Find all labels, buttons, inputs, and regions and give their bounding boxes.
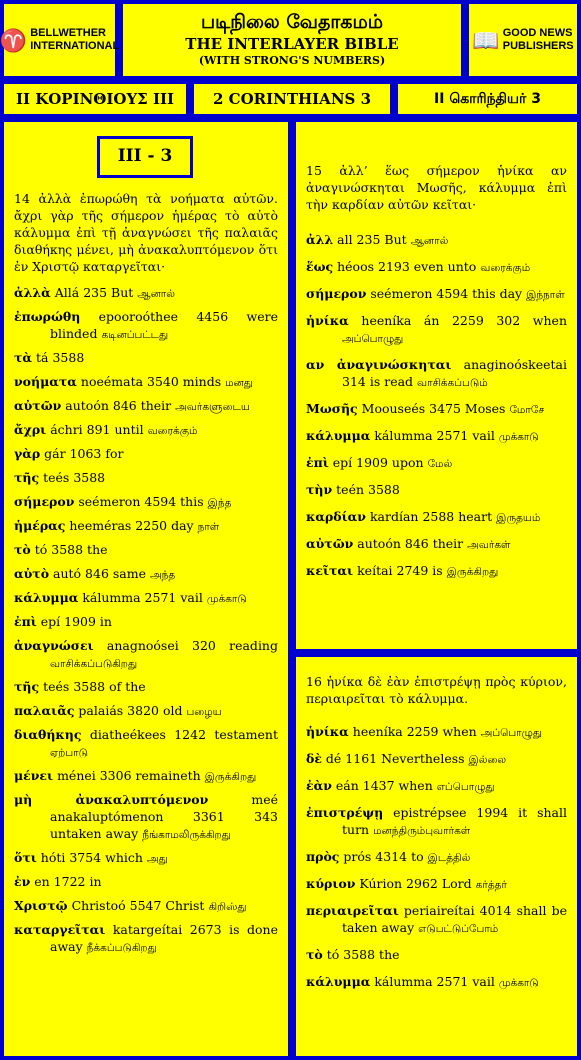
greek-word: δὲ	[306, 751, 322, 766]
word-entry	[306, 312, 567, 348]
english-gloss: diatheékees 1242 testament	[89, 727, 278, 742]
greek-word: ἡνίκα	[306, 313, 349, 328]
word-entry	[306, 804, 567, 840]
word-entry	[14, 702, 278, 721]
word-entry	[14, 791, 278, 844]
word-entry	[306, 750, 567, 769]
logo-line2: PUBLISHERS	[502, 40, 574, 52]
greek-word: καταργεῖται	[14, 922, 106, 937]
word-entry	[14, 397, 278, 416]
greek-word: αὐτῶν	[306, 536, 354, 551]
word-entry	[306, 356, 567, 392]
word-entry	[14, 517, 278, 536]
greek-word: τὴν	[306, 482, 333, 497]
tamil-title: படிநிலை வேதாகமம்	[200, 11, 384, 33]
word-entry	[306, 973, 567, 992]
word-entry	[14, 849, 278, 868]
tamil-gloss: மனது	[225, 377, 253, 389]
word-entry	[14, 613, 278, 632]
word-entry	[14, 469, 278, 488]
greek-word: τὸ	[306, 947, 323, 962]
word-entry	[306, 902, 567, 938]
tamil-gloss: வாசிக்கப்படுகிறது	[50, 658, 138, 670]
tamil-gloss: எப்பொழுது	[436, 781, 495, 793]
word-entry	[14, 589, 278, 608]
greek-word: ἡνίκα	[306, 724, 349, 739]
left-column	[0, 118, 292, 1060]
verse-16: 16 ἡνίκα δὲ ἐὰν ἐπιστρέψῃ πρὸς κύριον, περιαιρεῖται τὸ κάλυμμα.	[306, 674, 567, 706]
greek-word: μὴ ἀνακαλυπτόμενον	[14, 792, 209, 807]
greek-word: παλαιᾶς	[14, 703, 75, 718]
english-gloss: kardían 2588 heart	[369, 509, 493, 524]
greek-word: μένει	[14, 768, 54, 783]
tamil-gloss: அப்பொழுது	[480, 727, 542, 739]
english-gloss: autó 846 same	[53, 566, 147, 581]
chapter-label: III - 3	[97, 136, 193, 178]
book-tamil: II கொரிந்தியர் 3	[394, 80, 581, 118]
tamil-gloss: நீங்காமலிருக்கிறது	[142, 829, 231, 841]
word-entry	[306, 508, 567, 527]
word-entry	[14, 897, 278, 916]
greek-word: ἐπωρώθη	[14, 309, 81, 324]
word-entry	[14, 373, 278, 392]
word-entry	[306, 946, 567, 965]
word-entry	[14, 921, 278, 957]
tamil-gloss: வரைக்கும்	[147, 425, 198, 437]
english-gloss: heeníka 2259 when	[352, 724, 477, 739]
good-news-logo	[465, 0, 581, 80]
left-content	[4, 184, 288, 968]
english-gloss: prós 4314 to	[343, 849, 424, 864]
word-entry	[306, 723, 567, 742]
tamil-gloss: நீக்கப்படுகிறது	[86, 942, 157, 954]
tamil-gloss: இடத்தில்	[427, 852, 471, 864]
greek-word: ἐπιστρέψῃ	[306, 805, 384, 820]
verse-15: 15 ἀλλ’ ἕως σήμερον ἡνίκα αν ἀναγινώσκηται Μωσῆς, κάλυμμα ἐπὶ τὴν καρδίαν αὐτῶν κεῖται·	[306, 163, 567, 212]
word-list	[14, 284, 278, 957]
tamil-gloss: அப்பொழுது	[342, 333, 404, 345]
word-entry	[14, 873, 278, 892]
greek-word: αν ἀναγινώσκηται	[306, 357, 452, 372]
logo-line1: GOOD NEWS	[502, 27, 573, 39]
word-entry	[306, 481, 567, 500]
english-gloss: kálumma 2571 vail	[374, 974, 495, 989]
word-entry	[14, 308, 278, 344]
english-gloss: Allá 235 But	[54, 285, 134, 300]
word-entry	[306, 777, 567, 796]
greek-word: ἡμέρας	[14, 518, 66, 533]
greek-word: ἐπὶ	[14, 614, 37, 629]
tamil-gloss: இருக்கிறது	[446, 566, 499, 578]
word-entry	[306, 562, 567, 581]
word-entry	[306, 875, 567, 894]
tamil-gloss: மோசே	[509, 404, 545, 416]
tamil-gloss: மேல்	[427, 458, 453, 470]
greek-word: διαθήκης	[14, 727, 82, 742]
logo-line2: INTERNATIONAL	[30, 40, 120, 52]
greek-word: ἀλλ	[306, 232, 334, 247]
english-gloss: tá 3588	[36, 350, 85, 365]
verse-14: 14 ἀλλὰ ἐπωρώθη τὰ νοήματα αὐτῶν. ἄχρι γὰρ τῆς σήμερον ἡμέρας τὸ αὐτὸ κάλυμμα ἐπὶ τῇ ἀναγνώσει τῆς παλαιᾶς διαθήκης μένει, μὴ ἀνακαλυπτόμενον ὅτι ἐν Χριστῷ καταργεῖται·	[14, 191, 278, 274]
right-bottom-column	[292, 653, 581, 1060]
greek-word: ἄχρι	[14, 422, 47, 437]
english-gloss: keítai 2749 is	[357, 563, 443, 578]
greek-word: Μωσῆς	[306, 401, 358, 416]
greek-word: περιαιρεῖται	[306, 903, 399, 918]
english-gloss: Moouseés 3475 Moses	[361, 401, 506, 416]
english-gloss: epí 1909 upon	[332, 455, 424, 470]
greek-word: σήμερον	[306, 286, 367, 301]
bellwether-logo	[0, 0, 119, 80]
word-entry	[14, 726, 278, 762]
tamil-gloss: பழைய	[186, 706, 222, 718]
word-entry	[306, 454, 567, 473]
word-entry	[306, 400, 567, 419]
english-gloss: epistrépsee 1994 it shall turn	[342, 805, 567, 837]
greek-word: ὅτι	[14, 850, 37, 865]
english-gloss: teés 3588	[43, 470, 106, 485]
word-entry	[14, 565, 278, 584]
english-gloss: teén 3588	[336, 482, 400, 497]
english-gloss: kálumma 2571 vail	[374, 428, 495, 443]
word-list	[306, 231, 567, 581]
greek-word: καρδίαν	[306, 509, 366, 524]
english-gloss: teés 3588 of the	[43, 679, 146, 694]
ram-icon: ♈	[0, 27, 28, 53]
greek-word: αὐτὸ	[14, 566, 50, 581]
greek-word: ἀλλὰ	[14, 285, 51, 300]
tamil-gloss: இல்லை	[468, 754, 507, 766]
english-gloss: katargeítai 2673 is done away	[50, 922, 279, 954]
english-gloss: eán 1437 when	[335, 778, 433, 793]
word-entry	[306, 535, 567, 554]
tamil-gloss: இருக்கிறது	[204, 771, 257, 783]
greek-word: κεῖται	[306, 563, 354, 578]
tamil-gloss: ஆனால்	[410, 235, 449, 247]
word-entry	[306, 848, 567, 867]
word-entry	[14, 349, 278, 368]
word-entry	[14, 284, 278, 303]
tamil-gloss: கடினப்பட்டது	[101, 329, 169, 341]
english-gloss: autoón 846 their	[65, 398, 172, 413]
tamil-gloss: மனந்திரும்புவார்கள்	[373, 825, 471, 837]
tamil-gloss: கிறிஸ்து	[208, 901, 247, 913]
greek-word: πρὸς	[306, 849, 340, 864]
greek-word: τὸ	[14, 542, 31, 557]
tamil-gloss: வரைக்கும்	[480, 262, 531, 274]
word-entry	[306, 231, 567, 250]
right-top-content	[296, 156, 577, 595]
english-gloss: tó 3588 the	[326, 947, 400, 962]
tamil-gloss: அவர்களுடைய	[175, 401, 250, 413]
book-english: 2 CORINTHIANS 3	[190, 80, 394, 118]
tamil-gloss: ஆனால்	[137, 288, 175, 300]
greek-word: τῆς	[14, 470, 40, 485]
english-gloss: hóti 3754 which	[40, 850, 143, 865]
english-gloss: autoón 846 their	[357, 536, 464, 551]
greek-word: αὐτῶν	[14, 398, 62, 413]
greek-word: ἐπὶ	[306, 455, 329, 470]
tamil-gloss: அவர்கள்	[467, 539, 511, 551]
greek-word: κύριον	[306, 876, 356, 891]
english-gloss: tó 3588 the	[34, 542, 108, 557]
word-entry	[14, 678, 278, 697]
english-gloss: en 1722 in	[34, 874, 102, 889]
tamil-gloss: முக்காடு	[498, 977, 539, 989]
english-gloss: noeémata 3540 minds	[80, 374, 222, 389]
english-gloss: héoos 2193 even unto	[337, 259, 477, 274]
tamil-gloss: அந்த	[150, 569, 176, 581]
word-entry	[14, 541, 278, 560]
english-gloss: kálumma 2571 vail	[82, 590, 203, 605]
greek-word: κάλυμμα	[14, 590, 79, 605]
word-list	[306, 723, 567, 992]
english-gloss: epooroóthee 4456 were blinded	[50, 309, 278, 341]
word-entry	[306, 285, 567, 304]
tamil-gloss: இந்த	[207, 497, 232, 509]
tamil-gloss: முக்காடு	[498, 431, 539, 443]
book-icon: 📖	[472, 27, 500, 53]
english-gloss: epí 1909 in	[40, 614, 112, 629]
word-entry	[14, 767, 278, 786]
greek-word: τὰ	[14, 350, 33, 365]
word-entry	[14, 445, 278, 464]
english-gloss: meé anakaluptómenon 3361 343 untaken away	[50, 792, 278, 841]
word-entry	[306, 258, 567, 277]
english-gloss: all 235 But	[337, 232, 407, 247]
tamil-gloss: ஏற்பாடு	[50, 747, 88, 759]
english-gloss: áchri 891 until	[50, 422, 144, 437]
title-block	[119, 0, 465, 80]
tamil-gloss: எடுபட்டுப்போம்	[418, 923, 499, 935]
greek-word: ἀναγνώσει	[14, 638, 94, 653]
tamil-gloss: இருதயம்	[496, 512, 541, 524]
english-gloss: anagnoósei 320 reading	[106, 638, 278, 653]
page-title: THE INTERLAYER BIBLE	[185, 35, 399, 53]
english-gloss: Kúrion 2962 Lord	[359, 876, 472, 891]
tamil-gloss: அது	[146, 853, 168, 865]
greek-word: σήμερον	[14, 494, 75, 509]
greek-word: ἐν	[14, 874, 31, 889]
word-entry	[306, 427, 567, 446]
greek-word: ἐὰν	[306, 778, 332, 793]
tamil-gloss: இந்நாள்	[526, 289, 565, 301]
english-gloss: seémeron 4594 this day	[370, 286, 523, 301]
word-entry	[14, 421, 278, 440]
tamil-gloss: நாள்	[197, 521, 220, 533]
greek-word: τῆς	[14, 679, 40, 694]
english-gloss: ménei 3306 remaineth	[57, 768, 201, 783]
book-greek: II ΚΟΡΙΝΘΙΟΥΣ ΙΙΙ	[0, 80, 190, 118]
english-gloss: heeníka án 2259 302 when	[361, 313, 567, 328]
english-gloss: dé 1161 Nevertheless	[325, 751, 465, 766]
greek-word: γὰρ	[14, 446, 41, 461]
greek-word: Χριστῷ	[14, 898, 68, 913]
english-gloss: Christoó 5547 Christ	[71, 898, 205, 913]
greek-word: κάλυμμα	[306, 428, 371, 443]
tamil-gloss: வாசிக்கப்படும்	[417, 377, 488, 389]
english-gloss: gár 1063 for	[44, 446, 124, 461]
right-bottom-content	[296, 667, 577, 1006]
greek-word: νοήματα	[14, 374, 77, 389]
tamil-gloss: முக்காடு	[206, 593, 247, 605]
right-top-column	[292, 118, 581, 653]
english-gloss: palaiás 3820 old	[78, 703, 183, 718]
word-entry	[14, 493, 278, 512]
english-gloss: heeméras 2250 day	[69, 518, 194, 533]
tamil-gloss: கர்த்தர்	[475, 879, 507, 891]
word-entry	[14, 637, 278, 673]
logo-line1: BELLWETHER	[30, 27, 106, 39]
english-gloss: seémeron 4594 this	[78, 494, 204, 509]
greek-word: ἕως	[306, 259, 334, 274]
english-gloss: anaginoóskeetai 314 is read	[342, 357, 567, 389]
english-gloss: periaireítai 4014 shall be taken away	[342, 903, 567, 935]
subtitle: (WITH STRONG'S NUMBERS)	[198, 54, 386, 67]
greek-word: κάλυμμα	[306, 974, 371, 989]
